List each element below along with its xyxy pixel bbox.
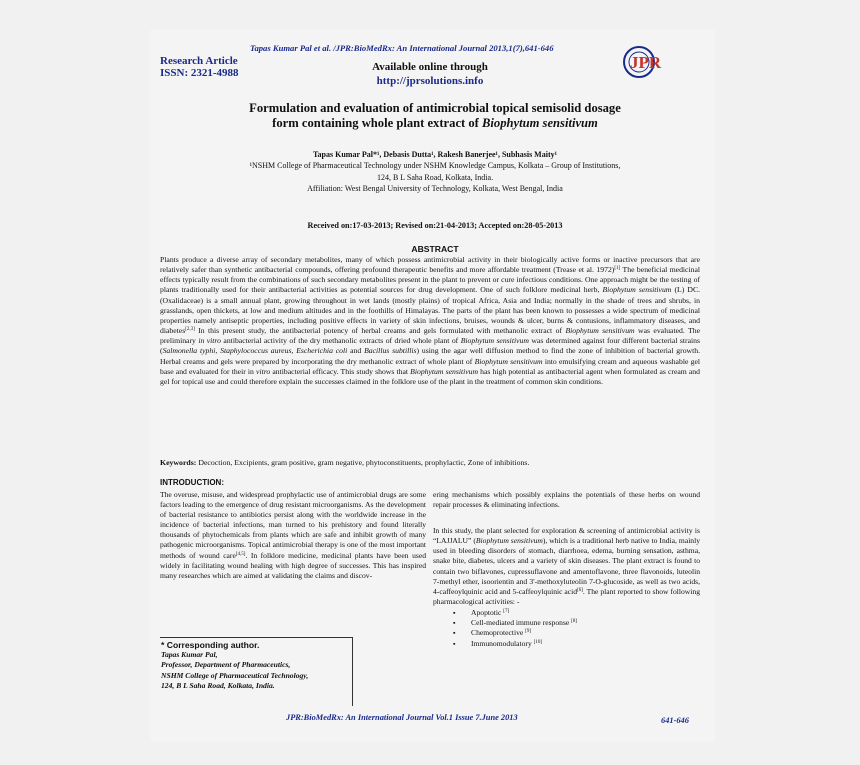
abstract-body: Plants produce a diverse array of secondary metabolites, many of which possess antimicrobial activity in their biologically active forms or inactive precursors that are relatively safer than synthetic antibacterial compounds, offering profound therapeutic benefits and more affordable treatment (Trease et al. 1972)[1] The beneficial medicinal effects typically result from the combinations of such secondary metabolites present in the plant to prevent or cure infectious conditions. One approach might be the testing of plants traditionally used for their antibacterial activities as potential sources for drug development. One of such folklore medicinal herb, Biophytum sensitivum (L) DC. (Oxalidaceae) is a small annual plant, growing throughout in wet lands (mostly plains) of tropical Africa, Asia and India; normally in the shade of trees and shrubs, in grasslands, open thickets, at low and medium altitudes and in the foothills of Himalayas. The parts of the plant has been known to possesses a wide spectrum of medicinal properties namely antiseptic properties, including positive effects in variety of skin infections, bruises, wounds & ulcer, burns & contusions, inflammatory diseases, and diabetes[2,3] In this present study, the antibacterial potency of herbal creams and gels formulated with methanolic extract of Biophytum sensitivum was evaluated. The preliminary in vitro antibacterial activity of the dry methanolic extracts of dried whole plant of Biophytum sensitivum was determined against four different bacterial strains (Salmonella typhi, Staphylococcus aureus, Escherichia coli and Bacillus subtillis) using the agar well diffusion method to find the zone of inhibition of bacterial growth. Herbal creams and gels were prepared by incorporating the dry methanolic extract of whole plant of Biophytum sensitivum into emulsifying cream and aqueous washable gel base and evaluated for their in vitro antibacterial efficacy. This study shows that Biophytum sensitivum has high potential as antibacterial agent when formulated as cream and gel for topical use and could therefore explain the successes claimed in the folklore use of the plant in the treatment of common skin conditions. — [160, 255, 701, 386]
availability-block — [340, 60, 520, 88]
journal-url-link[interactable]: http://jprsolutions.info — [376, 75, 484, 87]
list-item: ▪ Cell-mediated immune response [8] — [433, 618, 700, 628]
introduction-heading: INTRODUCTION: — [160, 478, 224, 487]
keywords-list: Decoction, Excipients, gram positive, gram negative, phytoconstituents, prophylactic, Zone of inhibitions. — [196, 458, 530, 467]
keywords — [160, 458, 700, 468]
footer-pages: 641-646 — [661, 716, 689, 725]
keywords-label: Keywords: — [160, 458, 197, 467]
corresponding-author — [161, 640, 361, 691]
list-item: ▪ Chemoprotective [9] — [433, 628, 700, 638]
title-line-2: form containing whole plant extract of Biophytum sensitivum — [272, 116, 598, 130]
corresponding-label: * Corresponding author. — [161, 640, 260, 650]
affiliation-1: ¹NSHM College of Pharmaceutical Technology under NSHM Knowledge Campus, Kolkata – Group of Institutions, — [249, 161, 621, 171]
running-header: Tapas Kumar Pal et al. /JPR:BioMedRx: An International Journal 2013,1(7),641-646 — [250, 43, 554, 53]
abstract-heading: ABSTRACT — [411, 244, 459, 254]
list-item: ▪ Apoptotic [7] — [433, 608, 700, 618]
intro-paragraph-1: The overuse, misuse, and widespread prophylactic use of antimicrobial drugs are some factors leading to the emergence of drug resistant microorganisms. As the development of bacterial resistance to antibiotics persist along with the worldwide increase in the incidence of bacterial infections, man turned to his prehistory and found literally thousands of phytochemicals from plants which are safe and inhibit growth of many pathogenic microorganisms. Topical antimicrobial therapy is one of the most important methods of wound care[4,5]. In folklore medicine, medicinal plants have been used widely in facilitating wound healing with high degree of successes. This has inspired many researches which are aimed at validating the claims and discov- — [160, 490, 426, 580]
article-type: Research Article — [160, 55, 238, 67]
affiliation-2: 124, B L Saha Road, Kolkata, India. — [376, 172, 494, 182]
issn: ISSN: 2321-4988 — [160, 67, 239, 79]
intro-paragraph-3: In this study, the plant selected for exploration & screening of antimicrobial activity is “LAJJALU” (Biophytum sensitivum), which is a traditional herb native to India, mainly used in bleeding disorders of stomach, diarrhoea, edema, burning sensation, asthma, snake bite, diabetes, ulcers and a variety of skin diseases. The plant extract is found to contain two biflavones, cupressuflavone and amentoflavone, three flavonoids, luteolin 7-methyl ether, isoorientin and 3'-methoxyluteolin 7-O-glucoside, as well as two acids, 4-caffeoylquinic acid and 5-caffeoylquinic acid[6]. The plant reported to show following pharmacological activities: - — [433, 526, 701, 606]
author-names: Tapas Kumar Pal*¹, Debasis Dutta¹, Rakesh Banerjee¹, Subhasis Maity¹ — [312, 150, 558, 159]
intro-column-right — [433, 490, 700, 649]
corresponding-address: 124, B L Saha Road, Kolkata, India. — [161, 680, 275, 690]
jpr-logo — [622, 42, 670, 82]
article-meta — [160, 55, 239, 79]
title-species: Biophytum sensitivum — [482, 116, 598, 130]
activities-list — [433, 608, 700, 649]
corresponding-college: NSHM College of Pharmaceutical Technology, — [161, 670, 309, 680]
availability-text: Available online through — [372, 61, 488, 73]
title-line-1: Formulation and evaluation of antimicrobial topical semisolid dosage — [249, 101, 621, 115]
corresponding-name: Tapas Kumar Pal, — [161, 650, 218, 660]
affiliation-3: Affiliation: West Bengal University of Technology, Kolkata, West Bengal, India — [307, 184, 563, 194]
list-item: ▪ Immunomodulatory [10] — [433, 639, 700, 649]
logo-text: JPR — [630, 53, 662, 72]
submission-dates: Received on:17-03-2013; Revised on:21-04-2013; Accepted on:28-05-2013 — [307, 221, 563, 230]
intro-column-left — [160, 490, 426, 581]
paper-title — [170, 101, 700, 131]
corresponding-dept: Professor, Department of Pharmaceutics, — [161, 660, 291, 670]
footer-journal: JPR:BioMedRx: An International Journal Vol.1 Issue 7.June 2013 — [286, 713, 518, 722]
authors-block — [170, 149, 700, 195]
intro-paragraph-2: ering mechanisms which possibly explains the potentials of these herbs on wound repair processes & eliminating infections. — [433, 490, 700, 510]
